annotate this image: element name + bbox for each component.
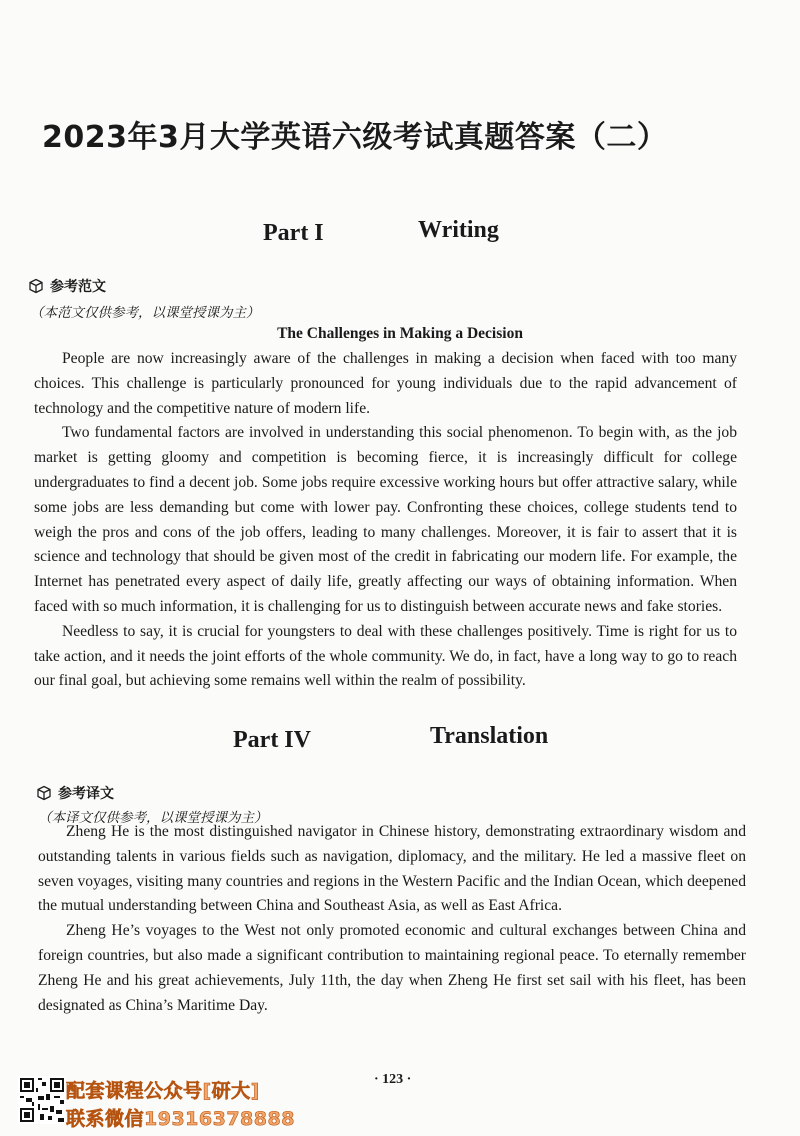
essay-title: The Challenges in Making a Decision [277,325,523,342]
page-title: 2023年3月大学英语六级考试真题答案（二） [42,120,668,155]
essay-paragraph: Two fundamental factors are involved in understanding this social phenomenon. To begin with, as the job market is getting gloomy and competition is becoming fierce, it is increasingly difficult for college undergraduates to find a decent job. Some jobs require excessive working hours but offer attractive salary, while some jobs are less demanding but come with lower pay. Confronting these choices, college students tend to weigh the pros and cons of the job offers, leading to many challenges. Moreover, it is fair to assert that it is science and technology that should be given most of the credit in fabricating our modern life. For example, the Internet has penetrated every aspect of daily life, greatly affecting our ways of obtaining information. When faced with so much information, it is challenging for us to distinguish between accurate news and fake stories. [34,424,737,615]
essay-body [34,347,737,694]
writing-part-name: Writing [418,217,499,243]
translation-paragraph: Zheng He is the most distinguished navigator in Chinese history, demonstrating extraordinary wisdom and outstanding talents in various fields such as navigation, diplomacy, and the military. He led a massive fleet on seven voyages, visiting many countries and regions in the Western Pacific and the Indian Ocean, which deepened the mutual understanding between China and Southeast Asia, as well as East Africa. [38,823,746,915]
essay-paragraph: People are now increasingly aware of the challenges in making a decision when faced with too many choices. This challenge is particularly pronounced for young individuals due to the rapid advancement of technology and the competitive nature of modern life. [34,350,737,417]
watermark-line-1: 配套课程公众号[研大] [66,1080,260,1102]
cube-icon [36,785,52,801]
translation-paragraph: Zheng He’s voyages to the West not only promoted economic and cultural exchanges between China and foreign countries, but also made a significant contribution to maintaining regional peace. To eternally remember Zheng He and his great achievements, July 11th, the day when Zheng He first set sail with his fleet, has been designated as China’s Maritime Day. [38,922,746,1014]
translation-section-heading [36,783,114,803]
translation-note: （本译文仅供参考，以课堂授课为主） [38,810,268,826]
qr-code-icon [18,1076,66,1124]
watermark-line-2: 联系微信19316378888 [66,1108,295,1130]
essay-paragraph: Needless to say, it is crucial for youngsters to deal with these challenges positively. Time is right for us to take action, and it needs the joint efforts of the whole community. We do, in fact, have a long way to go to reach our final goal, but achieving some remains well within the realm of possibility. [34,622,737,690]
page-number: · 123 · [374,1072,412,1087]
writing-section-heading [28,276,106,296]
translation-part-name: Translation [430,723,549,749]
writing-note: （本范文仅供参考，以课堂授课为主） [30,305,260,321]
translation-body [38,820,746,1018]
translation-part-label: Part IV [233,727,311,753]
section-heading-text: 参考范文 [50,279,106,295]
writing-part-label: Part I [263,220,324,246]
section-heading-text: 参考译文 [58,786,114,802]
cube-icon [28,278,44,294]
watermark [66,1076,295,1131]
